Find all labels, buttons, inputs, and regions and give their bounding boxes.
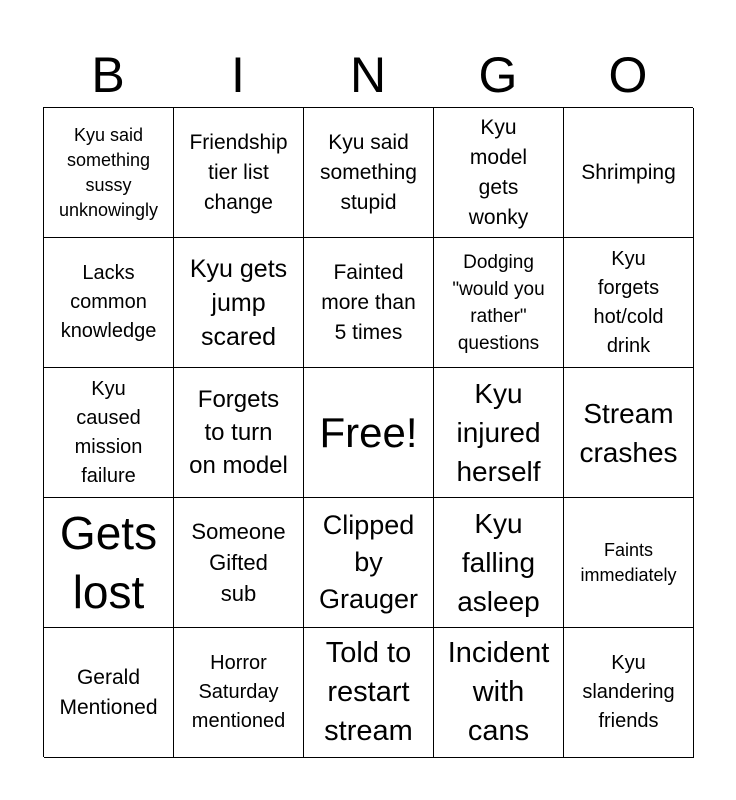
bingo-cell[interactable] (564, 238, 694, 368)
bingo-cell[interactable] (174, 368, 304, 498)
header-letter-o: O (608, 47, 648, 103)
bingo-header (43, 42, 693, 108)
bingo-cell[interactable] (44, 108, 174, 238)
bingo-cell[interactable] (434, 108, 564, 238)
cell-text: Kyu injured herself (456, 378, 541, 487)
cell-text: Horror Saturday mentioned (191, 652, 286, 732)
bingo-cell[interactable] (434, 628, 564, 758)
cell-text: Faints immediately (580, 539, 677, 585)
cell-text: Lacks common knowledge (60, 262, 157, 342)
bingo-cell[interactable] (174, 628, 304, 758)
header-letter-g: G (478, 47, 518, 103)
header-letter-b: B (91, 47, 125, 103)
free-space: Free! (319, 408, 418, 456)
cell-text: Someone Gifted sub (191, 519, 286, 606)
bingo-cell[interactable] (434, 368, 564, 498)
header-letter-n: N (349, 47, 387, 103)
bingo-cell[interactable] (564, 628, 694, 758)
bingo-cell[interactable] (304, 108, 434, 238)
cell-text: Kyu model gets wonky (468, 115, 529, 229)
cell-text: Gerald Mentioned (59, 665, 158, 719)
cell-text: Kyu caused mission failure (74, 377, 143, 487)
cell-text: Stream crashes (579, 397, 678, 468)
cell-text: Forgets to turn on model (189, 386, 288, 479)
cell-text: Dodging "would you rather" questions (452, 251, 545, 354)
cell-text: Kyu said something stupid (320, 130, 417, 214)
cell-text: Shrimping (581, 160, 676, 184)
bingo-cell[interactable] (304, 498, 434, 628)
bingo-cell[interactable] (564, 108, 694, 238)
bingo-cell[interactable] (174, 498, 304, 628)
bingo-cell[interactable] (44, 238, 174, 368)
cell-text: Friendship tier list change (189, 130, 288, 214)
header-letter-i: I (231, 47, 245, 103)
cell-text: Kyu slandering friends (582, 652, 675, 732)
bingo-cell[interactable] (434, 498, 564, 628)
bingo-cell[interactable] (174, 108, 304, 238)
bingo-cell[interactable] (434, 238, 564, 368)
cell-text: Incident with cans (447, 637, 550, 747)
bingo-cell[interactable] (304, 628, 434, 758)
bingo-cell[interactable] (44, 628, 174, 758)
cell-text: Kyu falling asleep (457, 508, 540, 617)
bingo-cell[interactable] (44, 368, 174, 498)
cell-text: Kyu gets jump scared (189, 254, 288, 351)
cell-text: Kyu said something sussy unknowingly (58, 124, 159, 220)
cell-text: Gets lost (59, 506, 158, 618)
cell-text: Told to restart stream (324, 637, 413, 747)
cell-text: Clipped by Grauger (318, 510, 419, 614)
bingo-cell[interactable] (174, 238, 304, 368)
bingo-cell[interactable] (44, 498, 174, 628)
bingo-cell[interactable] (304, 238, 434, 368)
cell-text: Fainted more than 5 times (321, 260, 416, 344)
bingo-cell[interactable] (564, 498, 694, 628)
bingo-cell[interactable] (564, 368, 694, 498)
cell-text: Kyu forgets hot/cold drink (593, 247, 664, 357)
bingo-cell[interactable] (304, 368, 434, 498)
bingo-board (43, 107, 693, 757)
